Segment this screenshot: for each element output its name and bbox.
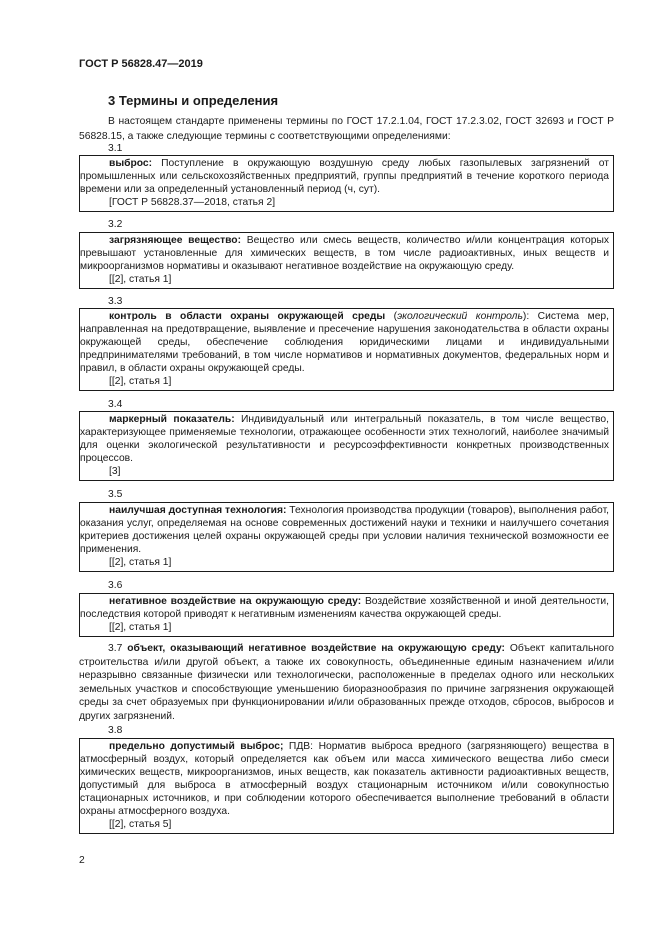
term-source: [ГОСТ Р 56828.37—2018, статья 2] [109,197,276,208]
term-number: 3.4 [108,399,123,410]
term-name: предельно допустимый выброс; [109,741,284,752]
term-source: [[2], статья 1] [109,376,172,387]
term-synonym: экологический контроль [397,311,523,322]
term-name: наилучшая доступная технология: [109,505,287,516]
term-definition [80,310,613,375]
term-definition [80,740,613,818]
term-box [79,155,614,212]
definition-text: Поступление в окружающую воздушную среду любых газопылевых загрязнений от промышленных или сельскохозяйственных предприятий, группы предприятий в течение короткого периода времени или за определенный установленный период (ч, сут). [80,158,609,195]
definition-text: Индивидуальный или интегральный показатель, в том числе вещество, характеризующее применяемые технологии, отражающее особенности этих технологий, наиболее значимый для оценки экологической результативности и ресурсоэффективности конкретных производственных процессов. [80,414,609,464]
term-box [79,411,614,481]
term-source: [[2], статья 1] [109,274,172,285]
term-number: 3.7 [108,643,123,654]
term-name: объект, оказывающий негативное воздействие на окружающую среду: [127,643,505,654]
term-paren: ( [385,311,398,322]
document-id: ГОСТ Р 56828.47—2019 [79,58,203,70]
term-definition [80,595,613,621]
term-name: негативное воздействие на окружающую среду: [109,596,362,607]
term-definition [80,413,613,465]
definition-text: Объект капитального строительства и/или другой объект, а также их совокупность, объединенные единым назначением и/или неразрывно связанные физически или технологически, расположенные в пределах одного или нескольких земельных участков и способствующие уменьшению биоразнообразия по причине загрязнения окружающей среды за счет образуемых при функционировании и/или образованных прежде отходов, сбросов, выбросов и других загрязнений. [79,643,614,722]
term-number: 3.1 [108,143,123,154]
term-box [79,738,614,834]
term-name: загрязняющее вещество: [109,235,242,246]
term-name: контроль в области охраны окружающей среды [109,311,386,322]
term-definition [80,504,613,556]
term-source: [[2], статья 5] [109,819,172,830]
definition-text: Вещество или смесь веществ, количество и/или концентрация которых превышают установленные для химических веществ, в том числе радиоактивных, иных веществ и микроорганизмов нормативы и оказывают негативное воздействие на окружающую среду. [80,235,609,272]
term-name: маркерный показатель: [109,414,235,425]
term-number: 3.5 [108,489,123,500]
section-title: 3 Термины и определения [108,93,279,108]
term-definition [80,234,613,273]
term-number: 3.2 [108,219,123,230]
term-source: [[2], статья 1] [109,557,172,568]
definition-text: Воздействие хозяйственной и иной деятельности, последствия которой приводят к негативным изменениям качества окружающей среды. [80,596,609,620]
term-number: 3.3 [108,296,123,307]
term-definition [80,157,613,196]
term-source: [[2], статья 1] [109,622,172,633]
term-name: выброс: [109,158,153,169]
page-number: 2 [79,855,85,866]
definition-text: ПДВ: Норматив выброса вредного (загрязняющего) вещества в атмосферный воздух, который определяется как объем или масса химического вещества либо смеси химических веществ, микроорганизмов, иных веществ, как показатель активности радиоактивных веществ, допустимый для выброса в атмосферный воздух стационарным источником и/или совокупностью стационарных источников, и при соблюдении которого обеспечивается выполнение требований в области охраны атмосферного воздуха. [80,741,609,817]
term-box [79,502,614,572]
term-box [79,308,614,391]
term-number: 3.8 [108,725,123,736]
term-box [79,232,614,289]
term-definition-unboxed [79,642,614,723]
intro-paragraph: В настоящем стандарте применены термины по ГОСТ 17.2.1.04, ГОСТ 17.2.3.02, ГОСТ 32693 и ГОСТ Р 56828.15, а также следующие термины с соответствующими определениями: [79,116,614,142]
term-box [79,593,614,637]
definition-text: ): Система мер, направленная на предотвращение, выявление и пресечение нарушения законодательства в области охраны окружающей среды, обеспечение соблюдения юридическими лицами и индивидуальными предпринимателями требований, в том числе нормативов и нормативных документов, федеральных норм и правил, в области охраны окружающей среды. [80,311,610,374]
term-source: [3] [109,466,121,477]
term-number: 3.6 [108,580,123,591]
definition-text: Технология производства продукции (товаров), выполнения работ, оказания услуг, определяемая на основе современных достижений науки и техники и наилучшего сочетания критериев достижения целей охраны окружающей среды при условии наличия технической возможности ее применения. [80,505,609,555]
